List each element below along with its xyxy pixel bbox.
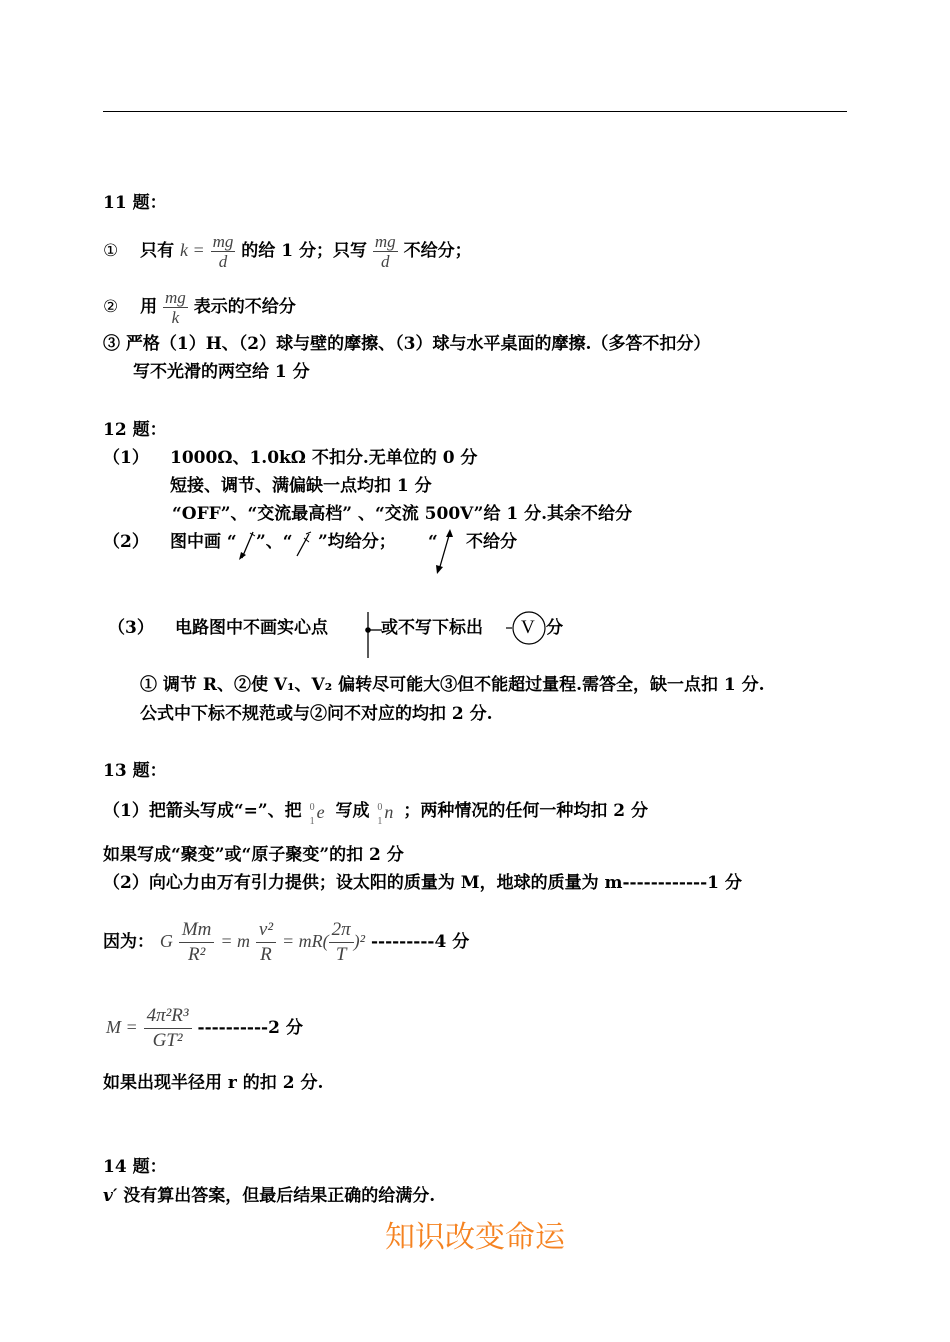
- isotope-symbol: n: [384, 801, 394, 822]
- q11-fraction-mg-d: [211, 232, 236, 271]
- isotope-mass-number: 0: [309, 801, 315, 813]
- q12-part2-label: （2）: [103, 532, 149, 552]
- q11-k-equals: k =: [180, 240, 205, 260]
- q13-line1-text-c: ；两种情况的任何一种均扣 2 分: [403, 801, 648, 821]
- fraction-numerator: v²: [256, 918, 276, 943]
- q11-fraction-mg-d-2: [373, 232, 398, 271]
- eq1-score: ---------4 分: [370, 932, 470, 952]
- eq1-equals-m: = m: [220, 931, 250, 951]
- junction-dot-icon: [360, 612, 382, 658]
- q13-equation-1: [103, 916, 469, 967]
- q12-part1-line2: 短接、调节、满偏缺一点均扣 1 分: [170, 476, 432, 496]
- q14-line1-text: 没有算出答案，但最后结果正确的给满分.: [123, 1186, 436, 1206]
- isotope-charge-number: 1: [377, 815, 383, 827]
- eq1-fraction-Mm-R2: [179, 918, 215, 967]
- q13-line4: 如果出现半径用 r 的扣 2 分.: [103, 1073, 324, 1093]
- fraction-numerator: 4π²R³: [144, 1004, 192, 1029]
- eq1-fraction-2pi-T: [329, 918, 354, 967]
- q12-part3-text-a: 电路图中不画实心点: [175, 618, 328, 638]
- q11-marker-2: ②: [103, 297, 119, 317]
- fraction-denominator: T: [335, 944, 347, 965]
- q11-heading: 11 题：: [103, 193, 167, 213]
- q11-line1-text-a: 只有: [140, 241, 175, 261]
- fraction-denominator: R²: [187, 944, 206, 965]
- q13-line1-text-b: 写成: [335, 801, 370, 821]
- arrow-sketch-1-icon: [236, 530, 258, 562]
- q11-line2: [103, 288, 296, 327]
- q12-part3-text-c: 分: [546, 618, 563, 638]
- q13-line1-text-a: （1）把箭头写成“=”、把: [103, 801, 302, 821]
- q14-heading: 14 题：: [103, 1157, 167, 1177]
- fraction-numerator: mg: [374, 232, 396, 251]
- q12-note2: 公式中下标不规范或与②问不对应的均扣 2 分.: [140, 704, 493, 724]
- q13-line1: [103, 801, 648, 827]
- fraction-denominator: R: [260, 944, 272, 965]
- q11-fraction-mg-k: [163, 288, 188, 327]
- eq1-equals-mR: = mR(: [281, 931, 329, 951]
- arrow-sketch-2-icon: [292, 530, 314, 560]
- q11-line1: [103, 232, 472, 271]
- eq1-prefix: 因为：: [103, 932, 154, 952]
- eq2-M-equals: M =: [106, 1017, 138, 1037]
- footer-slogan: 知识改变命运: [385, 1220, 565, 1255]
- q12-heading: 12 题：: [103, 420, 167, 440]
- eq1-G: G: [159, 931, 173, 951]
- q11-line4: 写不光滑的两空给 1 分: [133, 362, 310, 382]
- eq1-fraction-v2-R: [256, 918, 276, 967]
- fraction-denominator: d: [218, 252, 228, 271]
- q14-v-prime: v′: [103, 1186, 118, 1206]
- fraction-denominator: d: [381, 252, 390, 271]
- q11-line1-text-c: 不给分；: [403, 241, 472, 261]
- isotope-n-notation: [375, 801, 397, 827]
- fraction-denominator: GT²: [152, 1030, 183, 1051]
- fraction-denominator: k: [171, 308, 180, 327]
- q11-line3: ③ 严格（1）H、（2）球与壁的摩擦、（3）球与水平桌面的摩擦.（多答不扣分）: [103, 334, 711, 354]
- eq2-score: ----------2 分: [197, 1018, 303, 1038]
- eq1-close-paren: )²: [353, 931, 366, 951]
- q13-heading: 13 题：: [103, 761, 167, 781]
- q12-part2-text-b: ”、“: [256, 532, 293, 552]
- isotope-mass-number: 0: [377, 801, 383, 813]
- q11-line2-text-b: 表示的不给分: [193, 297, 296, 317]
- fraction-numerator: 2π: [329, 918, 354, 943]
- q12-part2-text-e: 不给分: [466, 532, 517, 552]
- q12-part2-text-c: ”均给分；: [318, 532, 396, 552]
- arrow-sketch-3-icon: [432, 528, 458, 576]
- fraction-numerator: mg: [212, 232, 234, 251]
- q12-part2-text-a: 图中画 “: [170, 532, 237, 552]
- q12-part3-label: （3）: [108, 618, 154, 638]
- isotope-charge-number: 1: [309, 815, 315, 827]
- q13-line3: （2）向心力由万有引力提供；设太阳的质量为 M，地球的质量为 m------------1 分: [103, 873, 742, 893]
- eq2-fraction: [144, 1004, 192, 1053]
- q13-line2: 如果写成“聚变”或“原子聚变”的扣 2 分: [103, 845, 404, 865]
- fraction-numerator: Mm: [179, 918, 215, 943]
- q11-line1-text-b: 的给 1 分；只写: [241, 241, 367, 261]
- isotope-symbol: e: [316, 801, 325, 822]
- fraction-numerator: mg: [165, 288, 186, 307]
- q12-part3-text-b: 或不写下标出: [381, 618, 483, 638]
- q12-part1-label: （1）: [103, 448, 149, 468]
- q14-line1: [103, 1186, 435, 1206]
- isotope-e-notation: [308, 801, 330, 827]
- q12-note1: ① 调节 R、②使 V₁、V₂ 偏转尽可能大③但不能超过量程.需答全，缺一点扣 1 分.: [140, 675, 765, 695]
- q12-part1-line1: 1000Ω、1.0kΩ 不扣分.无单位的 0 分: [170, 448, 478, 468]
- q13-equation-2: [106, 1002, 303, 1053]
- voltmeter-label: V: [521, 617, 535, 638]
- q12-part1-line3: “OFF”、“交流最高档” 、“交流 500V”给 1 分.其余不给分: [172, 504, 633, 524]
- top-rule: [103, 111, 847, 112]
- q11-marker-1: ①: [103, 241, 119, 261]
- q12-part2-text-d: “: [428, 532, 438, 552]
- q11-line2-text-a: 用: [140, 297, 158, 317]
